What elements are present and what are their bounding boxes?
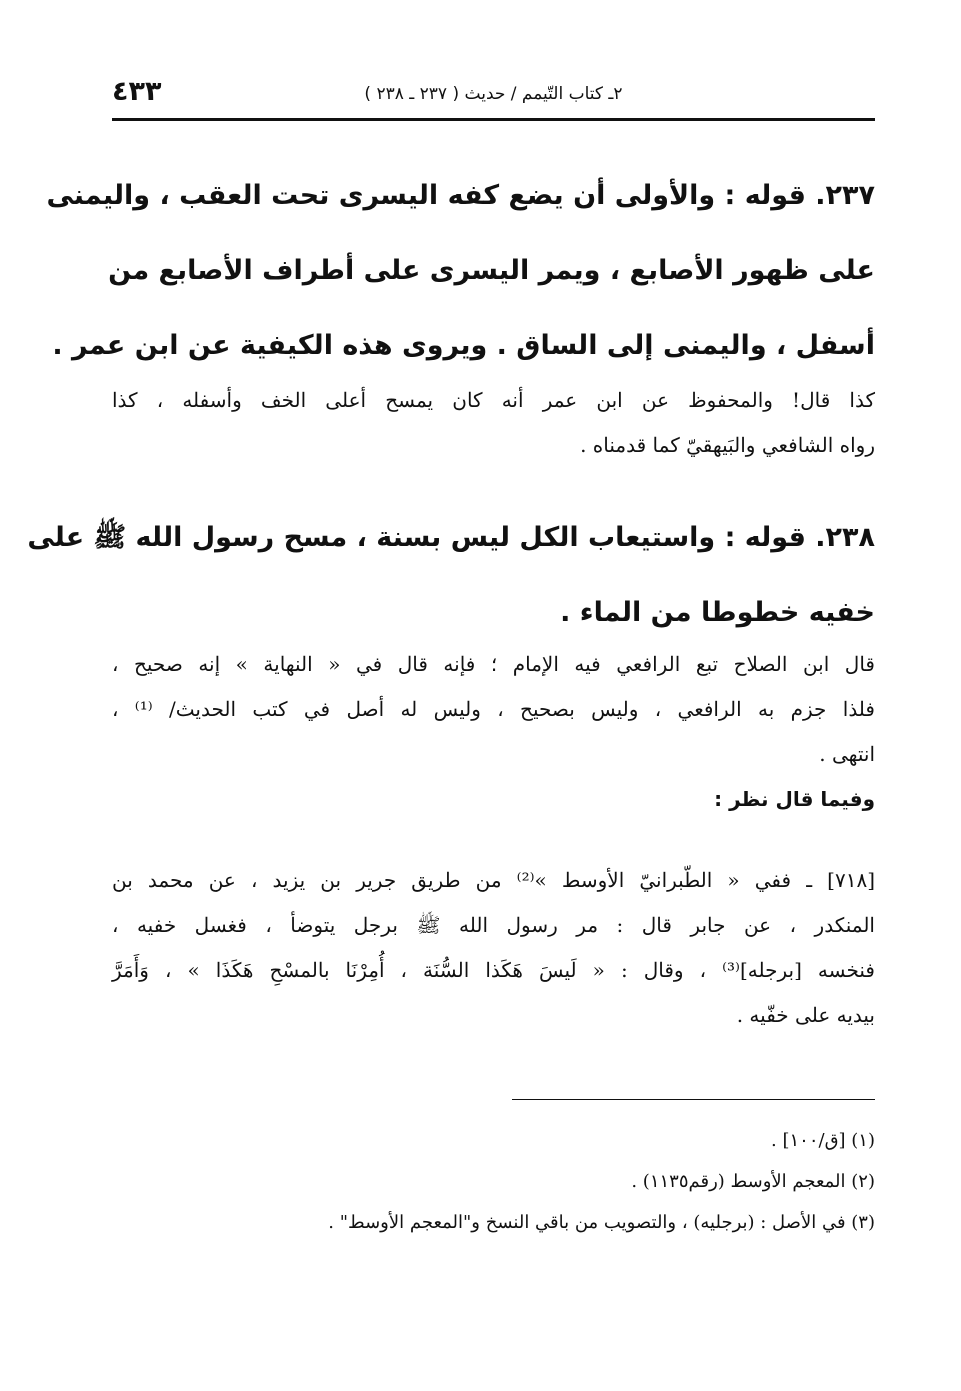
entry-237-commentary (112, 378, 875, 468)
quote-line: ٢٣٨. قوله : واستيعاب الكل ليس بسنة ، مسح رسول الله ﷺ على (27, 522, 875, 553)
entry-238-quote (27, 500, 875, 650)
quote-line: أسفل ، واليمنى إلى الساق . ويروى هذه الكيفية عن ابن عمر . (52, 330, 875, 361)
hadith-line: بيديه على خفّيه . (736, 1003, 875, 1027)
footnotes (112, 1120, 875, 1243)
quote-line: على ظهور الأصابع ، ويمر اليسرى على أطراف الأصابع من (108, 255, 875, 286)
subheading: وفيما قال نظر : (714, 787, 875, 811)
running-title: ٢ـ كتاب التّيمم / حديث ( ٢٣٧ ـ ٢٣٨ ) (364, 84, 623, 104)
page-number: ٤٣٣ (112, 76, 162, 107)
entry-238-commentary (112, 642, 875, 822)
footnote: (٢) المعجم الأوسط (رقم١١٣٥) . (631, 1171, 875, 1192)
footnote: (١) [ق/١٠٠] . (771, 1130, 875, 1151)
hadith-718 (112, 858, 875, 1038)
commentary-line: انتهى . (819, 742, 875, 766)
footnote-separator (512, 1099, 875, 1100)
hadith-line: [٧١٨] ـ ففي « الطّبرانيّ الأوسط »⁽²⁾ من طريق جرير بن يزيد ، عن محمد بن (112, 868, 876, 892)
commentary-line: فلذا جزم به الرافعي ، وليس بصحيح ، وليس له أصل في كتب الحديث/ ⁽¹⁾ ، (112, 697, 875, 721)
entry-237-quote (46, 158, 875, 383)
quote-line: ٢٣٧. قوله : والأولى أن يضع كفه اليسرى تحت العقب ، واليمنى (46, 180, 875, 211)
commentary-line: كذا قال! والمحفوظ عن ابن عمر أنه كان يمسح أعلى الخف وأسفله ، كذا (112, 388, 875, 412)
page-header (112, 74, 875, 121)
footnote: (٣) في الأصل : (برجليه) ، والتصويب من باقي النسخ و"المعجم الأوسط" . (328, 1212, 875, 1233)
hadith-line: فنخسه [برجله]⁽³⁾ ، وقال : « لَيسَ هَكَذا السُّنَة ، أُمِرْنَا بالمسْحِ هَكَذَا » ، وَأَمَرَّ (112, 958, 875, 982)
hadith-line: المنكدر ، عن جابر قال : مر رسول الله ﷺ برجل يتوضأ ، فغسل خفيه ، (112, 913, 875, 937)
quote-line: خفيه خطوطا من الماء . (560, 597, 875, 628)
commentary-line: رواه الشافعي والبَيهقيّ كما قدمناه . (580, 433, 875, 457)
commentary-line: قال ابن الصلاح تبع الرافعي فيه الإمام ؛ فإنه قال في « النهاية » إنه صحيح ، (112, 652, 875, 676)
